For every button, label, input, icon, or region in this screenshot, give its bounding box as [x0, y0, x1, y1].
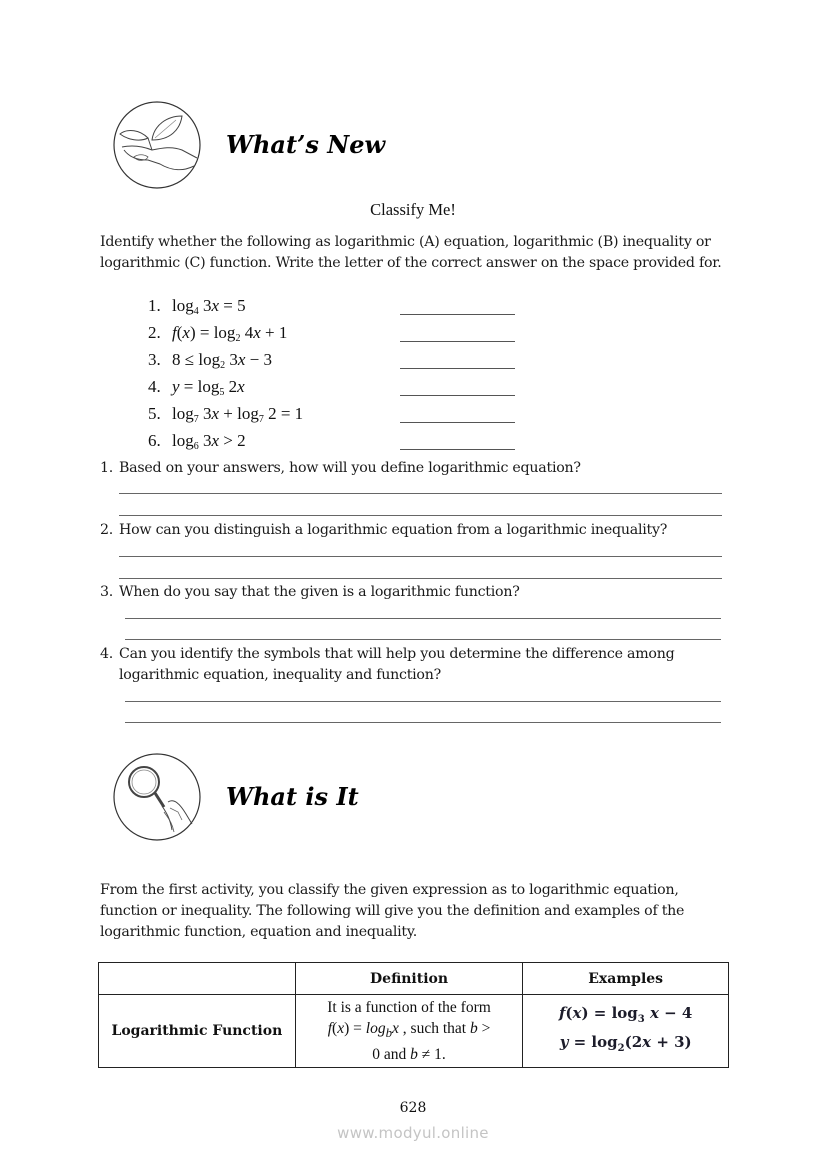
- question-2-answer-line-1[interactable]: [119, 546, 722, 557]
- what-is-it-header: [112, 752, 612, 844]
- activity-title: Classify Me!: [370, 200, 456, 219]
- answer-blank-5[interactable]: [400, 410, 515, 423]
- question-3-answer-line-2[interactable]: [125, 629, 721, 640]
- page-number: 628: [399, 1100, 427, 1116]
- question-1-answer-line-2[interactable]: [119, 505, 722, 516]
- hand-holding-plant-icon: [112, 100, 202, 190]
- question-3-answer-line-1[interactable]: [125, 608, 721, 619]
- question-2: 2. How can you distinguish a logarithmic equation from a logarithmic inequality?: [100, 522, 668, 538]
- activity-item-1: 1. $\log_4 3x = 5$: [148, 296, 246, 317]
- what-is-it-intro: From the first activity, you classify the given expression as to logarithmic equation, function or inequality. The following will give you the definition and examples of the logarithmic function, equation and inequality.: [100, 882, 685, 940]
- question-3: 3. When do you say that the given is a logarithmic function?: [100, 584, 520, 600]
- question-2-answer-line-2[interactable]: [119, 568, 722, 579]
- watermark: www.modyul.online: [337, 1124, 489, 1142]
- definitions-table: [98, 962, 729, 1068]
- answer-blank-2[interactable]: [400, 329, 515, 342]
- section-title-what-is-it: What is It: [226, 782, 359, 811]
- question-1-answer-line-1[interactable]: [119, 483, 722, 494]
- table-cell-examples: [523, 995, 729, 1068]
- activity-item-3: 3. $8 \le \log_2 3x - 3$: [148, 350, 272, 371]
- answer-blank-1[interactable]: [400, 302, 515, 315]
- example-2: $y = \log_2(2x + 3)$: [559, 1033, 692, 1054]
- examples-text: [524, 1002, 727, 1060]
- definition-text: It is a function of the form $f(x) = \log_bx$ , such that b > 0 and b ≠ 1.: [327, 999, 491, 1063]
- activity-instructions: Identify whether the following as logarithmic (A) equation, logarithmic (B) inequality or logarithmic (C) function. Write the letter of the correct answer on the space provided for.: [100, 234, 722, 271]
- table-header-term: [99, 963, 296, 995]
- activity-item-2: 2. $f(x) = \log_2 4x + 1$: [148, 323, 288, 344]
- answer-blank-4[interactable]: [400, 383, 515, 396]
- activity-item-6: 6. $\log_6 3x > 2$: [148, 431, 246, 452]
- example-1: $f(x) = \log_3 x - 4$: [558, 1004, 693, 1025]
- hand-holding-magnifier-icon: [112, 752, 202, 842]
- section-title-whats-new: What’s New: [226, 130, 386, 159]
- table-header-examples: Examples: [523, 963, 729, 995]
- question-1: 1. Based on your answers, how will you define logarithmic equation?: [100, 460, 581, 476]
- answer-blank-3[interactable]: [400, 356, 515, 369]
- table-row: [99, 995, 729, 1068]
- question-4-answer-line-1[interactable]: [125, 691, 721, 702]
- activity-item-4: 4. $y = \log_5 2x$: [148, 377, 245, 398]
- question-4: 4. Can you identify the symbols that will help you determine the difference among logarithmic equation, inequality and function?: [100, 646, 675, 683]
- table-cell-term: Logarithmic Function: [99, 995, 296, 1068]
- answer-blank-6[interactable]: [400, 437, 515, 450]
- question-4-answer-line-2[interactable]: [125, 712, 721, 723]
- table-header-definition: Definition: [295, 963, 523, 995]
- activity-item-5: 5. $\log_7 3x + \log_7 2 = 1$: [148, 404, 304, 425]
- table-cell-definition: [295, 995, 523, 1068]
- whats-new-header: [112, 100, 612, 192]
- table-header-row: [99, 963, 729, 995]
